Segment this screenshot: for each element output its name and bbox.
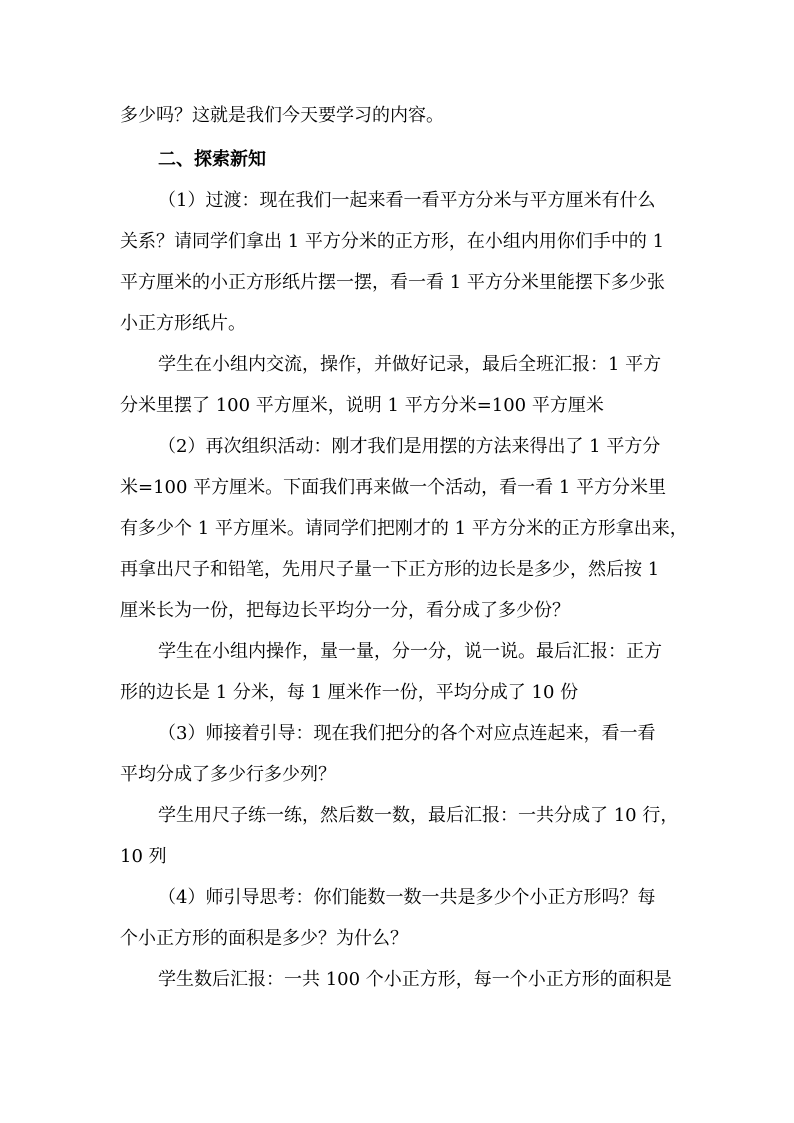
text-line: 学生在小组内交流，操作，并做好记录，最后全班汇报：1 平方 bbox=[158, 354, 662, 375]
text-line: 再拿出尺子和铅笔，先用尺子量一下正方形的边长是多少，然后按 1 bbox=[120, 559, 660, 580]
text-line: 平方厘米的小正方形纸片摆一摆，看一看 1 平方分米里能摆下多少张 bbox=[120, 272, 665, 293]
section-heading: 二、探索新知 bbox=[158, 149, 266, 170]
text-line: （3）师接着引导：现在我们把分的各个对应点连起来，看一看 bbox=[158, 723, 656, 744]
text-line: 有多少个 1 平方厘米。请同学们把刚才的 1 平方分米的正方形拿出来， bbox=[120, 518, 688, 539]
text-line: 学生在小组内操作，量一量，分一分，说一说。最后汇报：正方 bbox=[158, 641, 662, 662]
text-line: 厘米长为一份，把每边长平均分一分，看分成了多少份？ bbox=[120, 600, 570, 621]
text-line: 平均分成了多少行多少列？ bbox=[120, 764, 336, 785]
text-line: （1）过渡：现在我们一起来看一看平方分米与平方厘米有什么 bbox=[158, 190, 656, 211]
text-line: 关系？请同学们拿出 1 平方分米的正方形，在小组内用你们手中的 1 bbox=[120, 231, 665, 252]
text-line: 分米里摆了 100 平方厘米，说明 1 平方分米=100 平方厘米 bbox=[120, 395, 604, 416]
text-line: 学生用尺子练一练，然后数一数，最后汇报：一共分成了 10 行， bbox=[158, 805, 679, 826]
text-line: 10 列 bbox=[120, 846, 167, 867]
text-line: 个小正方形的面积是多少？为什么？ bbox=[120, 928, 408, 949]
text-line: 学生数后汇报：一共 100 个小正方形，每一个小正方形的面积是 bbox=[158, 969, 672, 990]
text-line: 米=100 平方厘米。下面我们再来做一个活动，看一看 1 平方分米里 bbox=[120, 477, 667, 498]
text-line: （2）再次组织活动：刚才我们是用摆的方法来得出了 1 平方分 bbox=[158, 436, 661, 457]
text-line: 小正方形纸片。 bbox=[120, 313, 246, 334]
text-line: 形的边长是 1 分米，每 1 厘米作一份，平均分成了 10 份 bbox=[120, 682, 579, 703]
text-line: 多少吗？这就是我们今天要学习的内容。 bbox=[120, 105, 444, 126]
text-line: （4）师引导思考：你们能数一数一共是多少个小正方形吗？每 bbox=[158, 887, 656, 908]
